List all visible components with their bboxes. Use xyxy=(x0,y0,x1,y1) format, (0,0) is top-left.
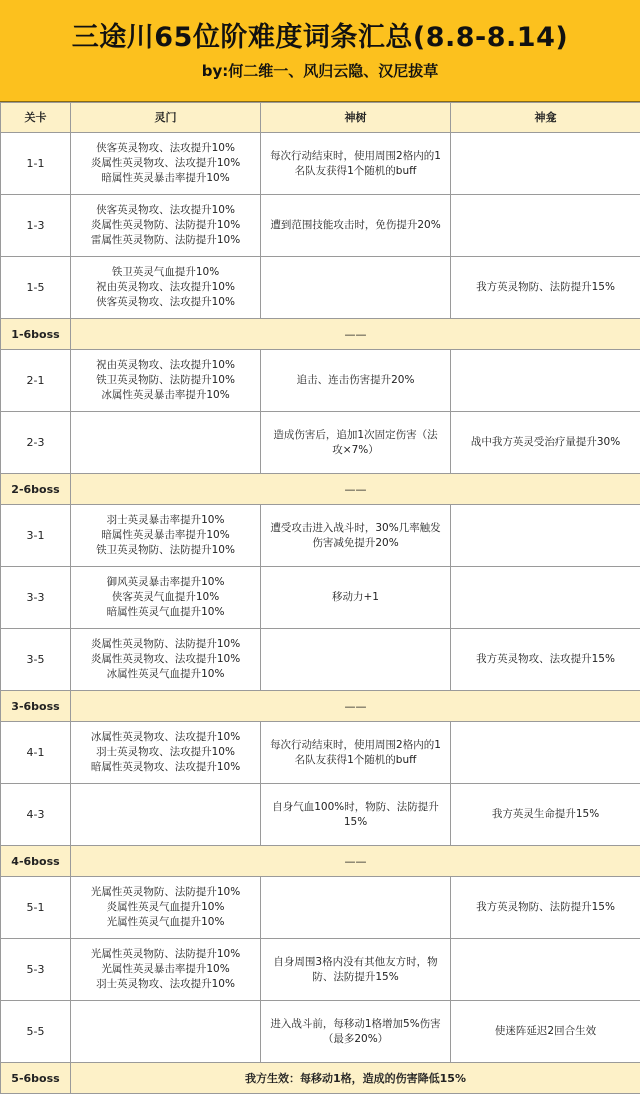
lingmen-line: 祝由英灵物攻、法攻提升10% xyxy=(96,359,235,371)
boss-row xyxy=(1,474,640,505)
lingmen-line: 铁卫英灵物防、法防提升10% xyxy=(96,544,235,556)
boss-effect-cell: —— xyxy=(71,474,640,505)
shenkan-cell xyxy=(451,1001,640,1063)
lingmen-line: 侠客英灵物攻、法攻提升10% xyxy=(96,296,235,308)
table-row xyxy=(1,412,640,474)
shenkan-cell xyxy=(451,133,640,195)
table-row xyxy=(1,195,640,257)
shenkan-cell xyxy=(451,350,640,412)
table-row xyxy=(1,784,640,846)
shenshu-line: 名队友获得1个随机的buff xyxy=(294,753,417,766)
shenkan-line: 我方英灵物防、法防提升15% xyxy=(476,281,615,293)
boss-row xyxy=(1,1063,640,1094)
lingmen-line: 暗属性英灵物攻、法攻提升10% xyxy=(90,761,241,773)
lingmen-line: 铁卫英灵物防、法防提升10% xyxy=(96,374,235,386)
shenshu-line: 每次行动结束时，使用周围2格内的1 xyxy=(270,149,441,162)
table-row xyxy=(1,722,640,784)
lingmen-line: 光属性英灵物防、法防提升10% xyxy=(90,948,241,960)
shenshu-line: 遭受攻击进入战斗时，30%几率触发 xyxy=(270,521,441,534)
lingmen-line: 暗属性英灵暴击率提升10% xyxy=(101,172,230,184)
level-cell: 4-1 xyxy=(1,722,71,784)
shenkan-cell xyxy=(451,505,640,567)
shenshu-line: 15% xyxy=(343,815,368,828)
level-cell: 5-3 xyxy=(1,939,71,1001)
lingmen-cell xyxy=(71,877,261,939)
level-cell: 1-1 xyxy=(1,133,71,195)
lingmen-line: 暗属性英灵暴击率提升10% xyxy=(101,529,230,541)
lingmen-line: 侠客英灵气血提升10% xyxy=(111,591,220,603)
level-cell: 2-3 xyxy=(1,412,71,474)
lingmen-cell xyxy=(71,195,261,257)
shenshu-cell xyxy=(261,412,451,474)
lingmen-line: 光属性英灵暴击率提升10% xyxy=(101,963,230,975)
lingmen-cell xyxy=(71,784,261,846)
shenshu-line: 防、法防提升15% xyxy=(312,970,399,983)
shenshu-cell xyxy=(261,257,451,319)
table-row xyxy=(1,939,640,1001)
lingmen-line: 光属性英灵物防、法防提升10% xyxy=(90,886,241,898)
shenkan-line: 我方英灵生命提升15% xyxy=(491,808,600,820)
lingmen-line: 冰属性英灵物攻、法攻提升10% xyxy=(90,731,241,743)
table-row xyxy=(1,877,640,939)
table-row xyxy=(1,505,640,567)
lingmen-cell xyxy=(71,722,261,784)
shenshu-line: 造成伤害后，追加1次固定伤害（法 xyxy=(273,428,438,441)
table-row xyxy=(1,350,640,412)
page-title: 三途川65位阶难度词条汇总(8.8-8.14) xyxy=(71,21,569,53)
table-row xyxy=(1,257,640,319)
lingmen-cell xyxy=(71,505,261,567)
shenshu-cell xyxy=(261,567,451,629)
boss-row xyxy=(1,846,640,877)
shenshu-line: 追击、连击伤害提升20% xyxy=(296,374,415,386)
shenkan-cell xyxy=(451,412,640,474)
boss-effect-cell: —— xyxy=(71,846,640,877)
shenshu-line: 攻×7%） xyxy=(332,443,379,456)
lingmen-line: 侠客英灵物攻、法攻提升10% xyxy=(96,142,235,154)
lingmen-line: 御风英灵暴击率提升10% xyxy=(106,576,225,588)
level-cell: 4-6boss xyxy=(1,846,71,877)
shenkan-cell xyxy=(451,567,640,629)
boss-effect-cell: —— xyxy=(71,691,640,722)
table-row xyxy=(1,133,640,195)
lingmen-line: 炎属性英灵物防、法防提升10% xyxy=(90,219,241,231)
shenshu-cell xyxy=(261,133,451,195)
lingmen-cell xyxy=(71,412,261,474)
lingmen-line: 羽士英灵暴击率提升10% xyxy=(106,514,225,526)
shenshu-cell xyxy=(261,784,451,846)
shenshu-cell xyxy=(261,505,451,567)
shenkan-cell xyxy=(451,784,640,846)
shenkan-line: 使迷阵延迟2回合生效 xyxy=(494,1025,597,1037)
shenkan-cell xyxy=(451,629,640,691)
lingmen-line: 光属性英灵气血提升10% xyxy=(106,916,225,928)
header-level: 关卡 xyxy=(1,103,71,133)
boss-row xyxy=(1,319,640,350)
level-cell: 3-3 xyxy=(1,567,71,629)
lingmen-line: 炎属性英灵物防、法防提升10% xyxy=(90,638,241,650)
level-cell: 5-5 xyxy=(1,1001,71,1063)
shenkan-cell xyxy=(451,877,640,939)
lingmen-line: 雷属性英灵物防、法防提升10% xyxy=(90,234,241,246)
shenkan-cell xyxy=(451,939,640,1001)
shenshu-cell xyxy=(261,195,451,257)
level-cell: 1-5 xyxy=(1,257,71,319)
lingmen-cell xyxy=(71,350,261,412)
shenshu-line: 遭到范围技能攻击时，免伤提升20% xyxy=(270,219,441,231)
shenshu-line: 移动力+1 xyxy=(332,591,379,603)
shenshu-line: 自身气血100%时，物防、法防提升 xyxy=(272,800,439,813)
level-cell: 1-3 xyxy=(1,195,71,257)
shenshu-line: 每次行动结束时，使用周围2格内的1 xyxy=(270,738,441,751)
lingmen-line: 祝由英灵物攻、法攻提升10% xyxy=(96,281,235,293)
boss-row xyxy=(1,691,640,722)
page-subtitle: by:何二维一、风归云隐、汉尼拔草 xyxy=(201,61,439,80)
shenkan-cell xyxy=(451,257,640,319)
level-cell: 5-6boss xyxy=(1,1063,71,1094)
lingmen-line: 侠客英灵物攻、法攻提升10% xyxy=(96,204,235,216)
table-row xyxy=(1,629,640,691)
header-shenshu: 神树 xyxy=(261,103,451,133)
level-cell: 1-6boss xyxy=(1,319,71,350)
lingmen-cell xyxy=(71,567,261,629)
shenshu-line: 伤害减免提升20% xyxy=(312,536,399,549)
lingmen-line: 羽士英灵物攻、法攻提升10% xyxy=(96,978,235,990)
level-cell: 2-6boss xyxy=(1,474,71,505)
lingmen-line: 冰属性英灵气血提升10% xyxy=(106,668,225,680)
boss-effect-cell: —— xyxy=(71,319,640,350)
shenshu-cell xyxy=(261,1001,451,1063)
shenshu-line: 进入战斗前，每移动1格增加5%伤害 xyxy=(270,1017,441,1030)
level-cell: 3-6boss xyxy=(1,691,71,722)
lingmen-line: 炎属性英灵气血提升10% xyxy=(106,901,225,913)
shenshu-cell xyxy=(261,939,451,1001)
level-cell: 4-3 xyxy=(1,784,71,846)
shenkan-line: 战中我方英灵受治疗量提升30% xyxy=(470,436,621,448)
table-header-row xyxy=(1,103,640,133)
shenkan-line: 我方英灵物防、法防提升15% xyxy=(476,901,615,913)
table-row xyxy=(1,1001,640,1063)
table-row xyxy=(1,567,640,629)
lingmen-line: 暗属性英灵气血提升10% xyxy=(106,606,225,618)
shenshu-cell xyxy=(261,350,451,412)
stage-table xyxy=(0,102,640,1094)
lingmen-line: 铁卫英灵气血提升10% xyxy=(111,266,220,278)
shenshu-line: 名队友获得1个随机的buff xyxy=(294,164,417,177)
lingmen-cell xyxy=(71,1001,261,1063)
shenshu-cell xyxy=(261,877,451,939)
lingmen-cell xyxy=(71,939,261,1001)
page-header xyxy=(0,0,640,102)
shenkan-line: 我方英灵物攻、法攻提升15% xyxy=(476,653,615,665)
lingmen-cell xyxy=(71,629,261,691)
lingmen-line: 炎属性英灵物攻、法攻提升10% xyxy=(90,157,241,169)
lingmen-cell xyxy=(71,257,261,319)
shenshu-cell xyxy=(261,629,451,691)
shenshu-cell xyxy=(261,722,451,784)
level-cell: 3-5 xyxy=(1,629,71,691)
header-lingmen: 灵门 xyxy=(71,103,261,133)
shenkan-cell xyxy=(451,722,640,784)
level-cell: 2-1 xyxy=(1,350,71,412)
lingmen-line: 炎属性英灵物攻、法攻提升10% xyxy=(90,653,241,665)
header-shenkan: 神龛 xyxy=(451,103,640,133)
level-cell: 3-1 xyxy=(1,505,71,567)
lingmen-line: 羽士英灵物攻、法攻提升10% xyxy=(96,746,235,758)
lingmen-line: 冰属性英灵暴击率提升10% xyxy=(101,389,230,401)
boss-effect-cell: 我方生效：每移动1格，造成的伤害降低15% xyxy=(71,1063,640,1094)
level-cell: 5-1 xyxy=(1,877,71,939)
shenshu-line: 自身周围3格内没有其他友方时，物 xyxy=(273,955,438,968)
lingmen-cell xyxy=(71,133,261,195)
shenshu-line: （最多20%） xyxy=(322,1032,389,1045)
shenkan-cell xyxy=(451,195,640,257)
